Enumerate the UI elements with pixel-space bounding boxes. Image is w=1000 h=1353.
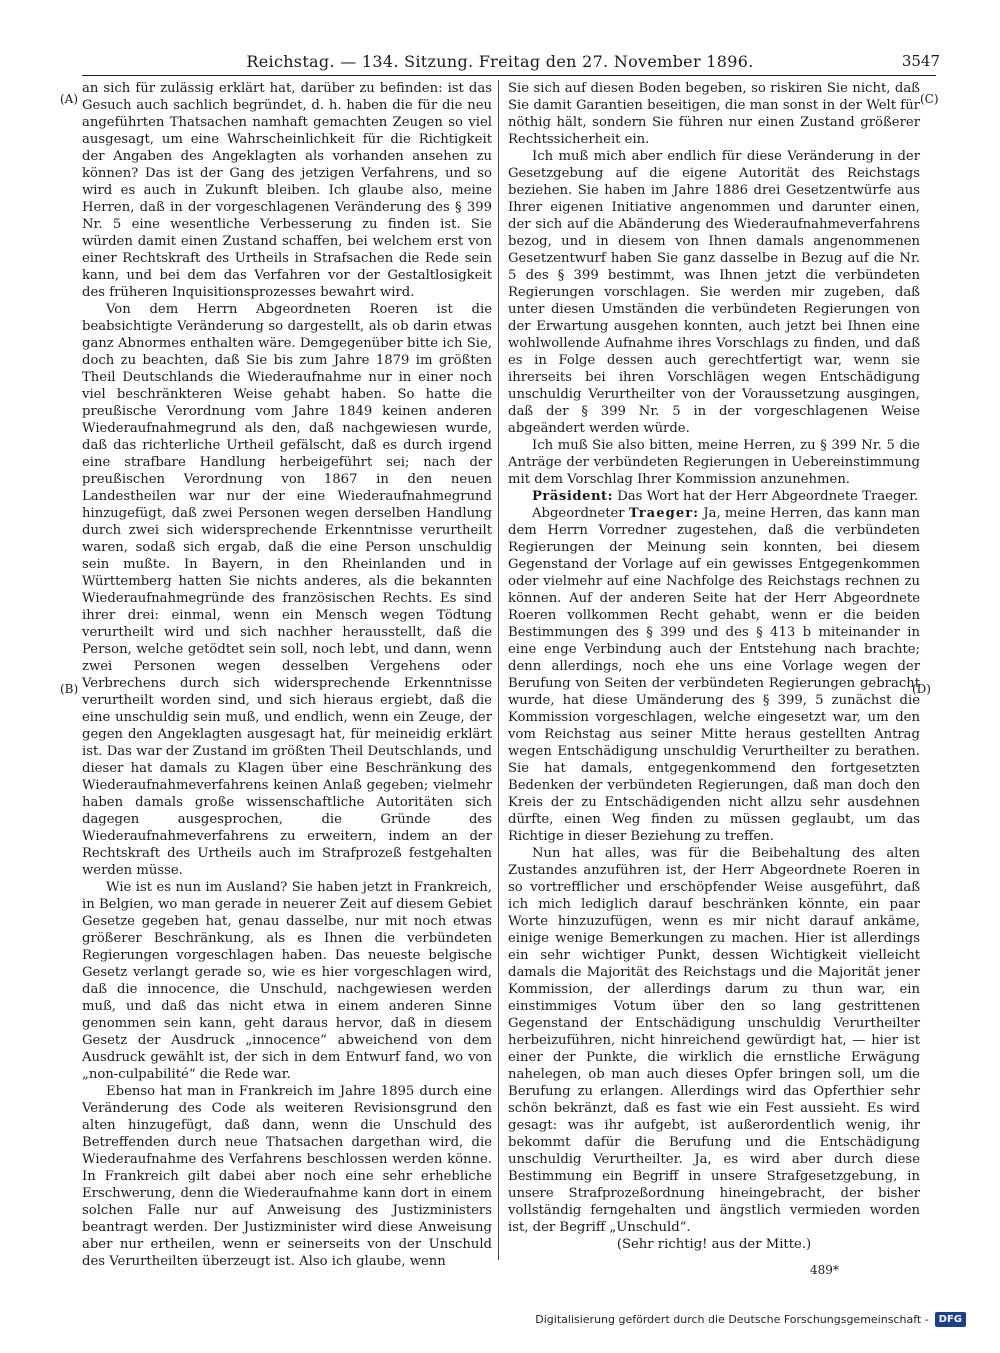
footer xyxy=(535,1312,966,1327)
header-rule xyxy=(82,75,936,76)
speaker-statement xyxy=(508,505,920,845)
right-column xyxy=(508,80,920,1253)
page-header xyxy=(60,52,940,74)
paragraph: an sich für zulässig erklärt hat, darüber zu befinden: ist das Gesuch auch sachlich begründet, d. h. haben die für die neu angeführten Thatsachen namhaft gemachten Zeugen so viel ausgesagt, um eine Wahrscheinlichkeit für die Richtigkeit der Angaben des Angeklagten als vorhanden ansehen zu können? Das ist der Gang des jetzigen Verfahrens, und so wird es auch in Zukunft bleiben. Ich glaube also, meine Herren, daß in der vorgeschlagenen Veränderung des § 399 Nr. 5 eine wesentliche Verbesserung zu finden ist. Sie würden damit einen Zustand schaffen, bei welchem erst von einer Rechtskraft des Urtheils in Strafsachen die Rede sein kann, und bei dem das Verfahren vor der Gestaltlosigkeit des früheren Inquisitionsprozesses bewahrt wird. xyxy=(82,81,492,300)
president-statement xyxy=(508,488,920,505)
signature-mark: 489* xyxy=(810,1263,839,1277)
paragraph: Wie ist es nun im Ausland? Sie haben jetzt in Frankreich, in Belgien, wo man gerade in neuerer Zeit auf diesem Gebiet Gesetze gegeben hat, genau dasselbe, nur mit noch etwas größerer Beschränkung, als es Ihnen die verbündeten Regierungen vorgeschlagen haben. Das neueste belgische Gesetz verlangt gerade so, wie es hier vorgeschlagen wird, daß die innocence, die Unschuld, nachgewiesen werden muß, und daß das nicht etwa in einem anderen Sinne genommen sein kann, geht daraus hervor, daß in diesem Gesetz der Ausdruck „innocence“ abweichend von dem Ausdruck gewählt ist, der sich in dem Entwurf fand, wo von „non-culpabilité“ die Rede war. xyxy=(82,880,492,1082)
speaker-name: Traeger: xyxy=(628,506,700,521)
paragraph: Ebenso hat man in Frankreich im Jahre 1895 durch eine Veränderung des Code als weiteren Revisionsgrund den alten hinzugefügt, daß dann, wenn die Unschuld des Betreffenden durch neue Thatsachen dargethan wird, die Wiederaufnahme des Verfahrens beschlossen werden könne. In Frankreich gilt dabei aber noch eine sehr erhebliche Erschwerung, denn die Wiederaufnahme kann dort in einem solchen Falle nur auf Anweisung des Justizministers beantragt werden. Der Justizminister wird diese Anweisung aber nur ertheilen, wenn er seinerseits von der Unschuld des Verurtheilten überzeugt ist. Also ich glaube, wenn xyxy=(82,1084,492,1269)
margin-marker-a: (A) xyxy=(60,92,79,106)
page-number: 3547 xyxy=(901,52,940,70)
column-divider xyxy=(498,80,499,1260)
margin-marker-c: (C) xyxy=(920,92,939,106)
paragraph: Ich muß mich aber endlich für diese Veränderung in der Gesetzgebung auf die eigene Autorität des Reichstags beziehen. Sie haben im Jahre 1886 drei Gesetzentwürfe aus Ihrer eigenen Initiative angenommen und darunter einen, der sich auf die Abänderung des Wiederaufnahmeverfahrens bezog, und in diesem von Ihnen damals angenommenen Gesetzentwurf haben Sie ganz dasselbe in Bezug auf die Nr. 5 des § 399 bestimmt, was Ihnen jetzt die verbündeten Regierungen vorschlagen. Sie werden mir zugeben, daß unter diesen Umständen die verbündeten Regierungen von der Erwartung ausgehen konnten, auch jetzt bei Ihnen eine wohlwollende Aufnahme ihres Vorschlags zu finden, und daß es in Folge dessen auch gerechtfertigt war, wenn sie ihrerseits bei ihren Vorschlägen wegen Entschädigung unschuldig Verurtheilter von der Voraussetzung ausgingen, daß der § 399 Nr. 5 in der vorgeschlagenen Weise abgeändert werden würde. xyxy=(508,149,920,436)
paragraph: Nun hat alles, was für die Beibehaltung des alten Zustandes anzuführen ist, der Herr Abgeordnete Roeren in so vortrefflicher und erschöpfender Weise ausgeführt, daß ich mich lediglich darauf beschränken könnte, ein paar Worte hinzuzufügen, wenn es mir nicht darauf ankäme, einige wenige Bemerkungen zu machen. Hier ist allerdings ein sehr wichtiger Punkt, dessen Wichtigkeit vielleicht damals die Majorität des Reichstags und die Majorität jener Kommission, der allerdings darum zu thun war, ein einstimmiges Votum über den so lang gestrittenen Gegenstand der Entschädigung unschuldig Verurtheilter herbeizuführen, nicht hinreichend gewürdigt hat, — hier ist einer der Punkte, die wirklich die ernstliche Erwägung nahelegen, ob man auch dieses Opfer bringen soll, um die Berufung zu erlangen. Allerdings wird das Opferthier sehr schön bekränzt, daß es fast wie ein Fest aussieht. Es wird gesagt: was ihr aufgebt, ist außerordentlich wenig, ihr bekommt dafür die Berufung und die Entschädigung unschuldig Verurtheilter. Ja, es wird aber durch diese Bestimmung ein Begriff in unsere Strafgesetzgebung, in unsere Strafprozeßordnung hineingebracht, der bisher vollständig ferngehalten und ängstlich vermieden worden ist, der Begriff „Unschuld“. xyxy=(508,846,920,1235)
interjection: (Sehr richtig! aus der Mitte.) xyxy=(616,1237,812,1252)
speaker-text: Ja, meine Herren, das kann man dem Herrn Vorredner zugestehen, daß die verbündeten Regierungen der Meinung sein konnten, bei diesem Gegenstand der Vorlage auf ein gewisses Entgegenkommen oder vielmehr auf eine Nachfolge des Reichstags rechnen zu können. Auf der anderen Seite hat der Herr Abgeordnete Roeren vollkommen Recht gehabt, wenn er die beiden Bestimmungen des § 399 und des § 413 b miteinander in eine enge Verbindung auch der Entstehung nach brachte; denn allerdings, noch ehe uns eine Vorlage wegen der Berufung von Seiten der verbündeten Regierungen gebracht wurde, hat diese Umänderung des § 399, 5 zunächst die Kommission vorgeschlagen, welche eingesetzt war, um den vom Reichstag aus seiner Mitte heraus gestellten Antrag wegen Entschädigung unschuldig Verurtheilter zu berathen. Sie hat damals, entgegenkommend den fortgesetzten Bedenken der verbündeten Regierungen, daß man doch den Kreis der zu Entschädigenden nicht allzu sehr ausdehnen dürfte, einen Weg finden zu müssen geglaubt, um das Richtige in dieser Beziehung zu treffen. xyxy=(508,506,920,844)
footer-text: Digitalisierung gefördert durch die Deutsche Forschungsgemeinschaft - xyxy=(535,1313,929,1326)
paragraph: Von dem Herrn Abgeordneten Roeren ist die beabsichtigte Veränderung so dargestellt, als ob darin etwas ganz Abnormes enthalten wäre. Demgegenüber bitte ich Sie, doch zu beachten, daß Sie bis zum Jahre 1879 im größten Theil Deutschlands die Wiederaufnahme nur in einer noch viel beschränkteren Weise gehabt haben. So hatte die preußische Verordnung vom Jahre 1849 keinen anderen Wiederaufnahmegrund als den, daß nachgewiesen wurde, daß das richterliche Urtheil gefälscht, daß es durch irgend eine strafbare Handlung herbeigeführt sei; nach der preußischen Verordnung von 1867 in den neuen Landestheilen war nur der eine Wiederaufnahmegrund hinzugefügt, daß zwei Personen wegen derselben Handlung durch zwei sich widersprechende Erkenntnisse verurtheilt waren, sodaß sich ergab, daß die eine Person unschuldig sein mußte. In Bayern, in den Rheinlanden und in Württemberg hatten Sie nichts anderes, als die bekannten Wiederaufnahmegründe des französischen Rechts. Es sind ihrer drei: einmal, wenn ein Mensch wegen Tödtung verurtheilt wird und sich nachher herausstellt, daß die Person, welche getödtet sein soll, noch lebt, und dann, wenn zwei Personen wegen desselben Vergehens oder Verbrechens durch sich widersprechende Erkenntnisse verurtheilt worden sind, und sich hieraus ergiebt, daß die eine unschuldig sein muß, und endlich, wenn ein Zeuge, der gegen den Angeklagten ausgesagt hat, für meineidig erklärt ist. Das war der Zustand im größten Theil Deutschlands, und dieser hat damals zu Klagen über eine Beschränkung des Wiederaufnahmeverfahrens keinen Anlaß gegeben; vielmehr haben damals große wissenschaftliche Autoritäten sich dagegen ausgesprochen, die Gründe des Wiederaufnahmeverfahrens zu erweitern, indem an der Rechtskraft des Urtheils auch im Strafprozeß festgehalten werden müsse. xyxy=(82,302,492,878)
margin-marker-b: (B) xyxy=(60,682,79,696)
dfg-logo: DFG xyxy=(935,1312,966,1327)
president-text: Das Wort hat der Herr Abgeordnete Traeger. xyxy=(613,489,919,504)
page-title: Reichstag. — 134. Sitzung. Freitag den 27. November 1896. xyxy=(246,52,754,71)
paragraph: Sie sich auf diesen Boden begeben, so riskiren Sie nicht, daß Sie damit Garantien beseitigen, die man sonst in der Welt für nöthig hält, sondern Sie führen nur einen Zustand größerer Rechtssicherheit ein. xyxy=(508,81,920,147)
president-label: Präsident: xyxy=(532,489,614,504)
paragraph: Ich muß Sie also bitten, meine Herren, zu § 399 Nr. 5 die Anträge der verbündeten Regierungen in Uebereinstimmung mit dem Vorschlag Ihrer Kommission anzunehmen. xyxy=(508,438,920,487)
margin-marker-d: (D) xyxy=(912,682,931,696)
left-column xyxy=(82,80,492,1270)
speaker-prefix: Abgeordneter xyxy=(532,506,629,521)
